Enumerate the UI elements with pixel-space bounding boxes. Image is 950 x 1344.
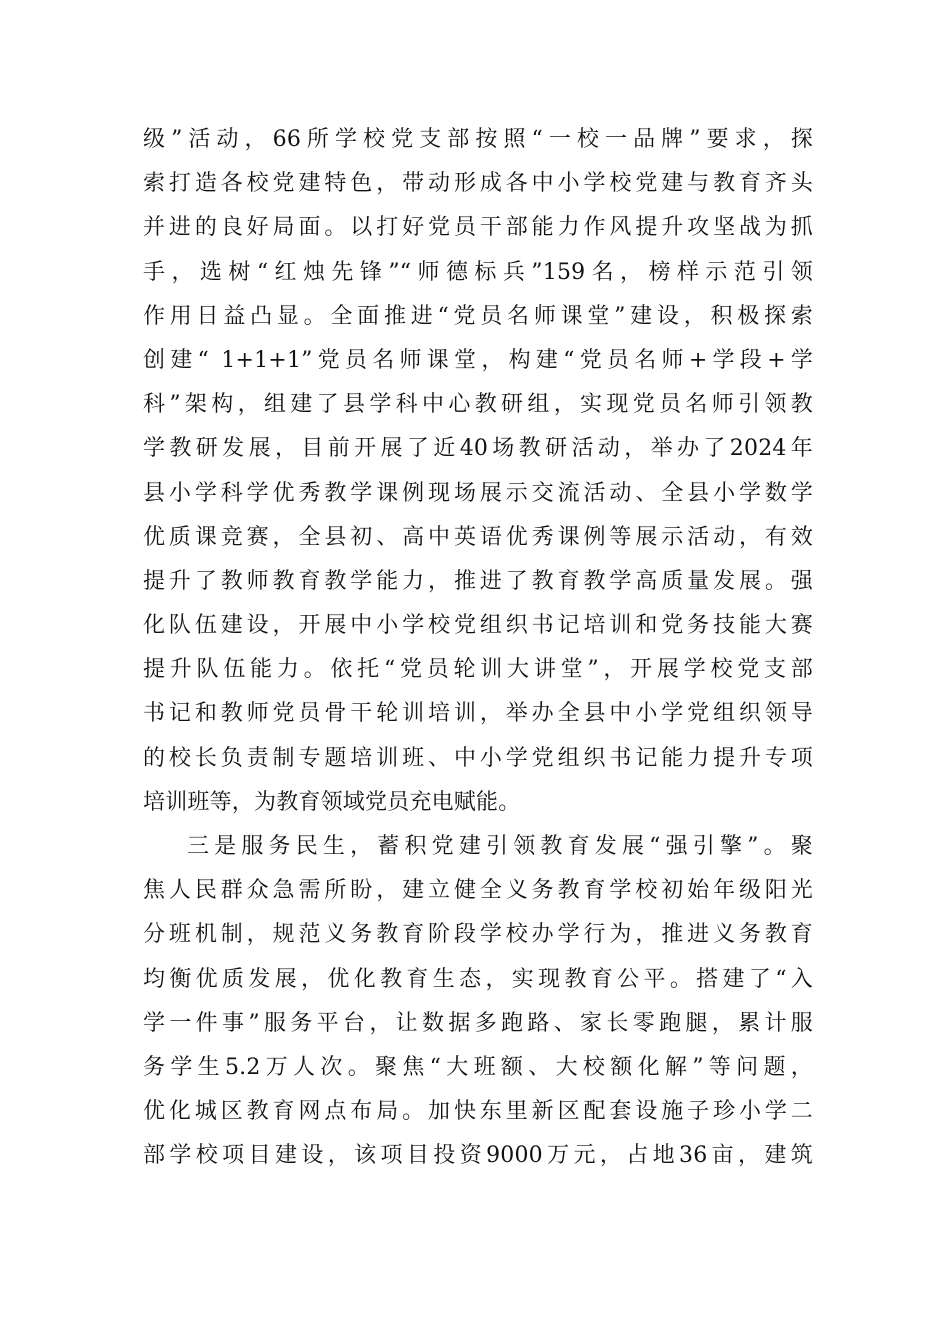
text-line: 索打造各校党建特色，带动形成各中小学校党建与教育齐头 [143, 171, 813, 197]
text-line: 务学生5.2万人次。聚焦“大班额、大校额化解”等问题， [143, 1054, 813, 1080]
body-text [143, 118, 813, 1179]
text-line: 作用日益凸显。全面推进“党员名师课堂”建设，积极探索 [143, 303, 813, 329]
text-line: 手，选树“红烛先锋”“师德标兵”159名，榜样示范引领 [143, 259, 813, 285]
paragraph-start-line: 三是服务民生，蓄积党建引领教育发展“强引擎”。聚 [187, 834, 813, 859]
text-line: 学一件事”服务平台，让数据多跑路、家长零跑腿，累计服 [143, 1010, 813, 1036]
text-line: 创建“ 1+1+1”党员名师课堂，构建“党员名师+学段+学 [143, 347, 813, 373]
text-line: 书记和教师党员骨干轮训培训，举办全县中小学党组织领导 [143, 701, 813, 727]
text-line: 提升了教师教育教学能力，推进了教育教学高质量发展。强 [143, 568, 813, 594]
text-line: 分班机制，规范义务教育阶段学校办学行为，推进义务教育 [143, 922, 813, 948]
text-line: 提升队伍能力。依托“党员轮训大讲堂”，开展学校党支部 [143, 657, 813, 683]
text-line: 优质课竞赛，全县初、高中英语优秀课例等展示活动，有效 [143, 524, 813, 550]
text-line: 的校长负责制专题培训班、中小学党组织书记能力提升专项 [143, 745, 813, 771]
text-line: 均衡优质发展，优化教育生态，实现教育公平。搭建了“入 [143, 966, 813, 992]
text-line: 级”活动，66所学校党支部按照“一校一品牌”要求，探 [143, 127, 813, 152]
text-line: 化队伍建设，开展中小学校党组织书记培训和党务技能大赛 [143, 613, 813, 639]
text-line: 学教研发展，目前开展了近40场教研活动，举办了2024年 [143, 436, 813, 462]
text-line: 并进的良好局面。以打好党员干部能力作风提升攻坚战为抓 [143, 215, 813, 241]
text-line: 部学校项目建设，该项目投资9000万元，占地36亩，建筑 [143, 1143, 813, 1169]
text-line: 县小学科学优秀教学课例现场展示交流活动、全县小学数学 [143, 480, 813, 506]
paragraph-end-line: 培训班等，为教育领域党员充电赋能。 [143, 789, 521, 815]
text-line: 优化城区教育网点布局。加快东里新区配套设施子珍小学二 [143, 1099, 813, 1125]
text-line: 焦人民群众急需所盼，建立健全义务教育学校初始年级阳光 [143, 878, 813, 904]
text-line: 科”架构，组建了县学科中心教研组，实现党员名师引领教 [143, 392, 813, 418]
